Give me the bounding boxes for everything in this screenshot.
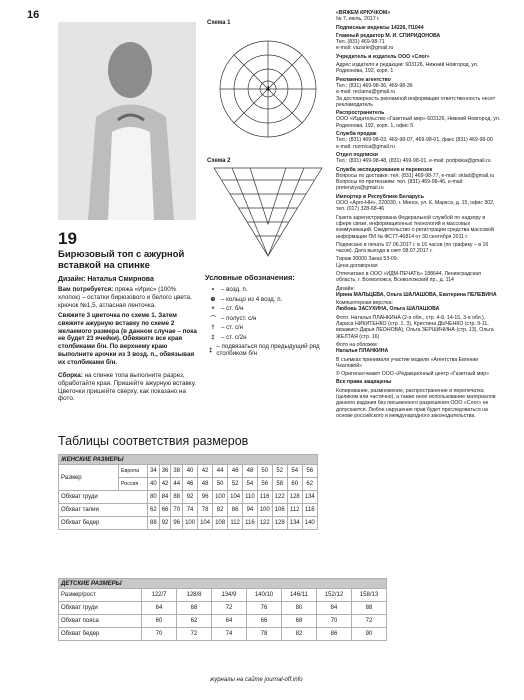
design-names: Ирина МАЛЬЦЕВА, Ольга ШАЛАШОВА, Екатерина ПЕЛЕВИНА: [336, 291, 497, 298]
table-cell: 122: [272, 491, 287, 504]
photo-label: Фото:: [336, 314, 350, 321]
table-row: [59, 504, 318, 517]
plus-icon: +: [211, 305, 215, 313]
table-cell: 62: [148, 504, 160, 517]
magazine-title: «ВЯЖЕМ КРЮЧКОМ»: [336, 10, 391, 16]
table-cell: 84: [317, 602, 352, 615]
size-label: Размер/рост: [59, 589, 142, 602]
table-cell: 100: [257, 504, 272, 517]
table-cell: 140: [302, 517, 317, 530]
subscription-heading: Отдел подписки: [336, 151, 378, 158]
subscription-index: Подписные индексы 14226, П1044: [336, 24, 424, 31]
table-cell: 82: [213, 504, 228, 517]
table-cell: 72: [352, 615, 387, 628]
table-cell: 94: [243, 504, 258, 517]
legend-item: [205, 323, 320, 333]
table-cell: 88: [171, 491, 183, 504]
table-cell: 54: [287, 465, 302, 478]
row-label: Обхват бедер: [59, 628, 142, 641]
importer: ООО «Арго-НН», 220030, г. Минск, ул. К. Маркса, д. 15, офис 302, тел. (017) 328-68-46: [336, 200, 495, 213]
table-cell: 122: [257, 517, 272, 530]
table-cell: 90: [352, 628, 387, 641]
legend-item: [205, 295, 320, 305]
ring-icon: ⊛: [210, 295, 216, 303]
legend-text: – подвязаться под предыдущий ряд столбиком б/н: [216, 343, 320, 357]
row-label: Обхват талии: [59, 504, 148, 517]
design-label: Дизайн:: [336, 285, 355, 292]
table-cell: 62: [177, 615, 212, 628]
expedition-tel: Вопросы по доставке: тел. (831) 469-98-77, e-mail: sklad@gmail.ru: [336, 172, 495, 179]
table-cell: 104: [198, 517, 213, 530]
legend-text: – кольцо из 4 возд. п.: [221, 295, 283, 303]
models: В съемках принимали участие модели «Агентства Евгении Чкаловой»: [336, 356, 479, 369]
table-cell: 100: [213, 491, 228, 504]
table-cell: 74: [183, 504, 198, 517]
table-cell: 70: [142, 628, 177, 641]
size-system: Россия: [119, 478, 148, 491]
table-cell: 134/9: [212, 589, 247, 602]
table-cell: 82: [282, 628, 317, 641]
ads-heading: Рекламное агентство: [336, 76, 391, 83]
table-cell: 40: [148, 478, 160, 491]
scheme-2-diagram: [212, 164, 324, 260]
instructions-paragraph: Свяжите 3 цветочка по схеме 1. Затем свяжите ажурную вставку по схеме 2 желаемого размера (в данном случае – пока не будет 23 ячейки). Обвяжите все края столбиками б/н. По верхнему краю выполните арочки из 3 возд. п., обвязывая их столбиками б/н.: [58, 312, 197, 366]
legend-item: [205, 285, 320, 295]
dtstitch-icon: ‡: [211, 333, 215, 341]
table-cell: 88: [352, 602, 387, 615]
table-cell: 60: [287, 478, 302, 491]
row-label: Обхват груди: [59, 491, 148, 504]
table-cell: 104: [228, 491, 243, 504]
women-header: ЖЕНСКИЕ РАЗМЕРЫ: [59, 455, 318, 465]
table-cell: 78: [247, 628, 282, 641]
cover-name: Наталья ПЛАНКИНА: [336, 348, 389, 355]
legal-notice: Копирование, размножение, распространение и перепечатка (целиком или частично), а также иное использование материалов данного издания без письменного разрешения ООО «Слог» не допускается. Любое нарушение прав будет преследоваться на основе российского и международного законодательства.: [336, 387, 496, 419]
table-cell: 116: [257, 491, 272, 504]
table-cell: 112: [228, 517, 243, 530]
table-cell: 140/10: [247, 589, 282, 602]
table-cell: 80: [282, 602, 317, 615]
legend-text: – ст. с/2н: [221, 333, 247, 341]
materials-label: Вам потребуется:: [58, 286, 114, 293]
layout-names: Любовь ЗАСУХИНА, Ольга ШАЛАШОВА: [336, 306, 440, 313]
issue: № 7, июль, 2017 г.: [336, 16, 380, 23]
claims-tel: Вопросы по претензиям: тел. (831) 469-98-46, e-mail: pretenziya@gmail.ru: [336, 179, 464, 192]
subscription-tel: Тел.: (831) 469-98-48, (831) 469-98-01, e-mail: podpiska@gmail.ru: [336, 158, 491, 165]
copyright: © Оригинал-макет ООО «Редакционный центр «Газетный мир»: [336, 371, 490, 378]
cover-label: Фото на обложке:: [336, 341, 379, 348]
table-cell: 70: [171, 504, 183, 517]
assembly-label: Сборка:: [58, 372, 83, 379]
editor-tel: Тел. (831) 469-98-71: [336, 39, 385, 46]
ads-email: e-mail: reclama@gmail.ru: [336, 89, 396, 96]
founder: Учредитель и издатель ООО «Слог»: [336, 53, 430, 60]
expedition-heading: Служба экспедирования и перевозок: [336, 166, 433, 173]
legend-text: – полуст. с/н: [221, 314, 257, 322]
photo-names: Наталья ПЛАНКИНА (2-я обл., стр. 4-8, 14-15, 3-я обл.), Лариса НИКИТЕНКО (стр. 1, 3), Кристина ДЫЧЕНКО (стр. 9-11, визажист Дарья ЛЕОНОВА), Ольга ЗЕРШИНИНА (стр. 13), Ольга ЖЕЛТАЯ (стр. 16): [336, 314, 494, 340]
table-row: [59, 491, 318, 504]
arc-icon: ⌒: [209, 315, 217, 323]
table-cell: 88: [148, 517, 160, 530]
table-cell: 80: [148, 491, 160, 504]
table-cell: 42: [198, 465, 213, 478]
table-cell: 106: [272, 504, 287, 517]
table-row: [59, 628, 387, 641]
table-cell: 92: [183, 491, 198, 504]
sales-heading: Служба продаж: [336, 131, 377, 138]
editor-email: e-mail: vazarie@gmail.ru: [336, 45, 394, 52]
table-cell: 66: [159, 504, 171, 517]
table-cell: 34: [148, 465, 160, 478]
importer-heading: Импортер в Республике Беларусь: [336, 193, 424, 200]
women-size-table: [58, 454, 318, 530]
table-row: [59, 615, 387, 628]
table-cell: 54: [243, 478, 258, 491]
table-cell: 74: [212, 628, 247, 641]
table-cell: 52: [272, 465, 287, 478]
table-cell: 64: [142, 602, 177, 615]
signed-to-print: Подписано в печать 07.06.2017 г. в 16 часов (по графику – в 16 часов). Дата выхода в свет 08.07.2017 г.: [336, 241, 489, 255]
table-cell: 70: [317, 615, 352, 628]
legend-text: – возд. п.: [221, 286, 248, 294]
table-cell: 128: [272, 517, 287, 530]
table-cell: 96: [171, 517, 183, 530]
table-cell: 60: [142, 615, 177, 628]
assembly-text: на спинке топа выполните разрез, обработайте края. Пришейте ажурную вставку. Цветочки пришейте сверху, как показано на фото.: [58, 372, 196, 403]
table-cell: 86: [317, 628, 352, 641]
scheme-2-label: Схема 2: [207, 158, 231, 164]
kids-size-table: [58, 578, 387, 641]
table-cell: 134: [302, 491, 317, 504]
editor: Главный редактор М. И. СПИРИДОНОВА: [336, 32, 441, 39]
pattern-number: 19: [58, 229, 77, 248]
sales-tel: Тел.: (831) 469-98-03, 469-98-07, 469-98-01, факс (831) 469-98-00: [336, 137, 493, 144]
size-table-title: Таблицы соответствия размеров: [58, 434, 249, 448]
table-cell: 58: [272, 478, 287, 491]
row-label: Обхват пояса: [59, 615, 142, 628]
table-cell: 128/8: [177, 589, 212, 602]
table-cell: 152/12: [317, 589, 352, 602]
distributor: ООО «Издательство «Газетный мир» 603126, Нижний Новгород, ул. Родионова, 192, корп. 1, офис 5: [336, 116, 501, 129]
table-cell: 62: [302, 478, 317, 491]
table-cell: 76: [247, 602, 282, 615]
price: Цена договорная: [336, 262, 378, 269]
table-cell: 86: [228, 504, 243, 517]
table-cell: 38: [171, 465, 183, 478]
assembly-paragraph: [58, 372, 198, 403]
kids-header: ДЕТСКИЕ РАЗМЕРЫ: [59, 579, 387, 589]
legend-item: [205, 304, 320, 314]
table-cell: 108: [213, 517, 228, 530]
table-cell: 84: [159, 491, 171, 504]
table-cell: 42: [159, 478, 171, 491]
table-cell: 56: [257, 478, 272, 491]
ads-tel: Тел.: (831) 469-98-36, 469-98-36: [336, 82, 413, 89]
row-label: Обхват бедер: [59, 517, 148, 530]
tstitch-icon: †: [211, 324, 215, 332]
table-cell: 48: [198, 478, 213, 491]
table-cell: 56: [302, 465, 317, 478]
sales-email: e-mail: rozmica@gmail.ru: [336, 143, 395, 150]
table-cell: 46: [228, 465, 243, 478]
table-cell: 44: [213, 465, 228, 478]
pattern-designer: Дизайн: Наталья Смирнова: [58, 276, 154, 283]
table-cell: 50: [257, 465, 272, 478]
table-cell: 118: [302, 504, 317, 517]
table-cell: 110: [243, 491, 258, 504]
table-cell: 96: [198, 491, 213, 504]
ring-count-label: 4: [266, 86, 270, 93]
legend-item: [205, 314, 320, 324]
page-number: 16: [27, 9, 40, 21]
footer-watermark: журналы на сайте journal-off.info: [210, 677, 303, 683]
table-cell: 46: [183, 478, 198, 491]
print-run: Тираж 30000 Заказ 53-09.: [336, 256, 399, 263]
legend-item: [205, 333, 320, 343]
rights: Все права защищены: [336, 379, 392, 386]
table-cell: 68: [282, 615, 317, 628]
table-cell: 50: [213, 478, 228, 491]
table-cell: 40: [183, 465, 198, 478]
imprint-column: [336, 10, 501, 419]
table-row: [59, 517, 318, 530]
table-cell: 134: [287, 517, 302, 530]
table-cell: 116: [243, 517, 258, 530]
printed-by: Отпечатано в ООО «ИДМ-ПЕЧАТЬ» 188644, Ленинградская область, г. Всеволожск, Всеволожский пр., д. 114: [336, 270, 481, 284]
legend-item: [205, 342, 320, 358]
table-cell: 48: [243, 465, 258, 478]
table-cell: 68: [177, 602, 212, 615]
size-system: Европа: [119, 465, 148, 478]
row-label: Обхват груди: [59, 602, 142, 615]
table-cell: 64: [212, 615, 247, 628]
table-row: [59, 602, 387, 615]
model-photo: [58, 22, 196, 220]
table-cell: 122/7: [142, 589, 177, 602]
table-cell: 146/11: [282, 589, 317, 602]
table-cell: 72: [212, 602, 247, 615]
legend-text: – ст. б/н: [221, 305, 244, 313]
materials-text: пряжа «Ирис» (100% хлопок) – остатки бирюзового и белого цвета, крючок №1,5, атласная ленточка.: [58, 286, 192, 309]
address: Адрес издателя и редакции: 603126, Нижний Новгород, ул. Родионова, 192, корп. 1: [336, 62, 479, 75]
table-cell: 44: [171, 478, 183, 491]
symbols-legend: [205, 273, 320, 358]
size-label: Размер: [59, 465, 119, 491]
table-cell: 52: [228, 478, 243, 491]
ttstitch-icon: ‡: [208, 346, 213, 354]
scheme-1-diagram: [212, 28, 324, 150]
table-cell: 112: [287, 504, 302, 517]
scheme-1-label: Схема 1: [207, 20, 231, 26]
dot-icon: •: [211, 286, 215, 294]
registration: Газета зарегистрирована Федеральной службой по надзору в сфере связи, информационных технологий и массовых коммуникаций. Свидетельство о регистрации средства массовой информации ПИ № ФС77-46814 от 30 сентября 2011 г.: [336, 214, 494, 240]
table-cell: 66: [247, 615, 282, 628]
legend-text: – ст. с/н: [221, 324, 244, 332]
table-cell: 128: [287, 491, 302, 504]
layout-label: Компьютерная верстка:: [336, 300, 393, 307]
table-cell: 72: [177, 628, 212, 641]
ads-note: За достоверность рекламной информации ответственность несет рекламодатель: [336, 95, 496, 108]
table-cell: 100: [183, 517, 198, 530]
legend-title: Условные обозначения:: [205, 273, 295, 282]
distributor-heading: Распространитель: [336, 110, 385, 117]
table-cell: 158/13: [352, 589, 387, 602]
table-cell: 78: [198, 504, 213, 517]
materials-paragraph: [58, 286, 198, 309]
table-row: [59, 589, 387, 602]
pattern-title: Бирюзовый топ с ажурной вставкой на спинке: [58, 249, 185, 271]
table-cell: 36: [159, 465, 171, 478]
table-cell: 92: [159, 517, 171, 530]
